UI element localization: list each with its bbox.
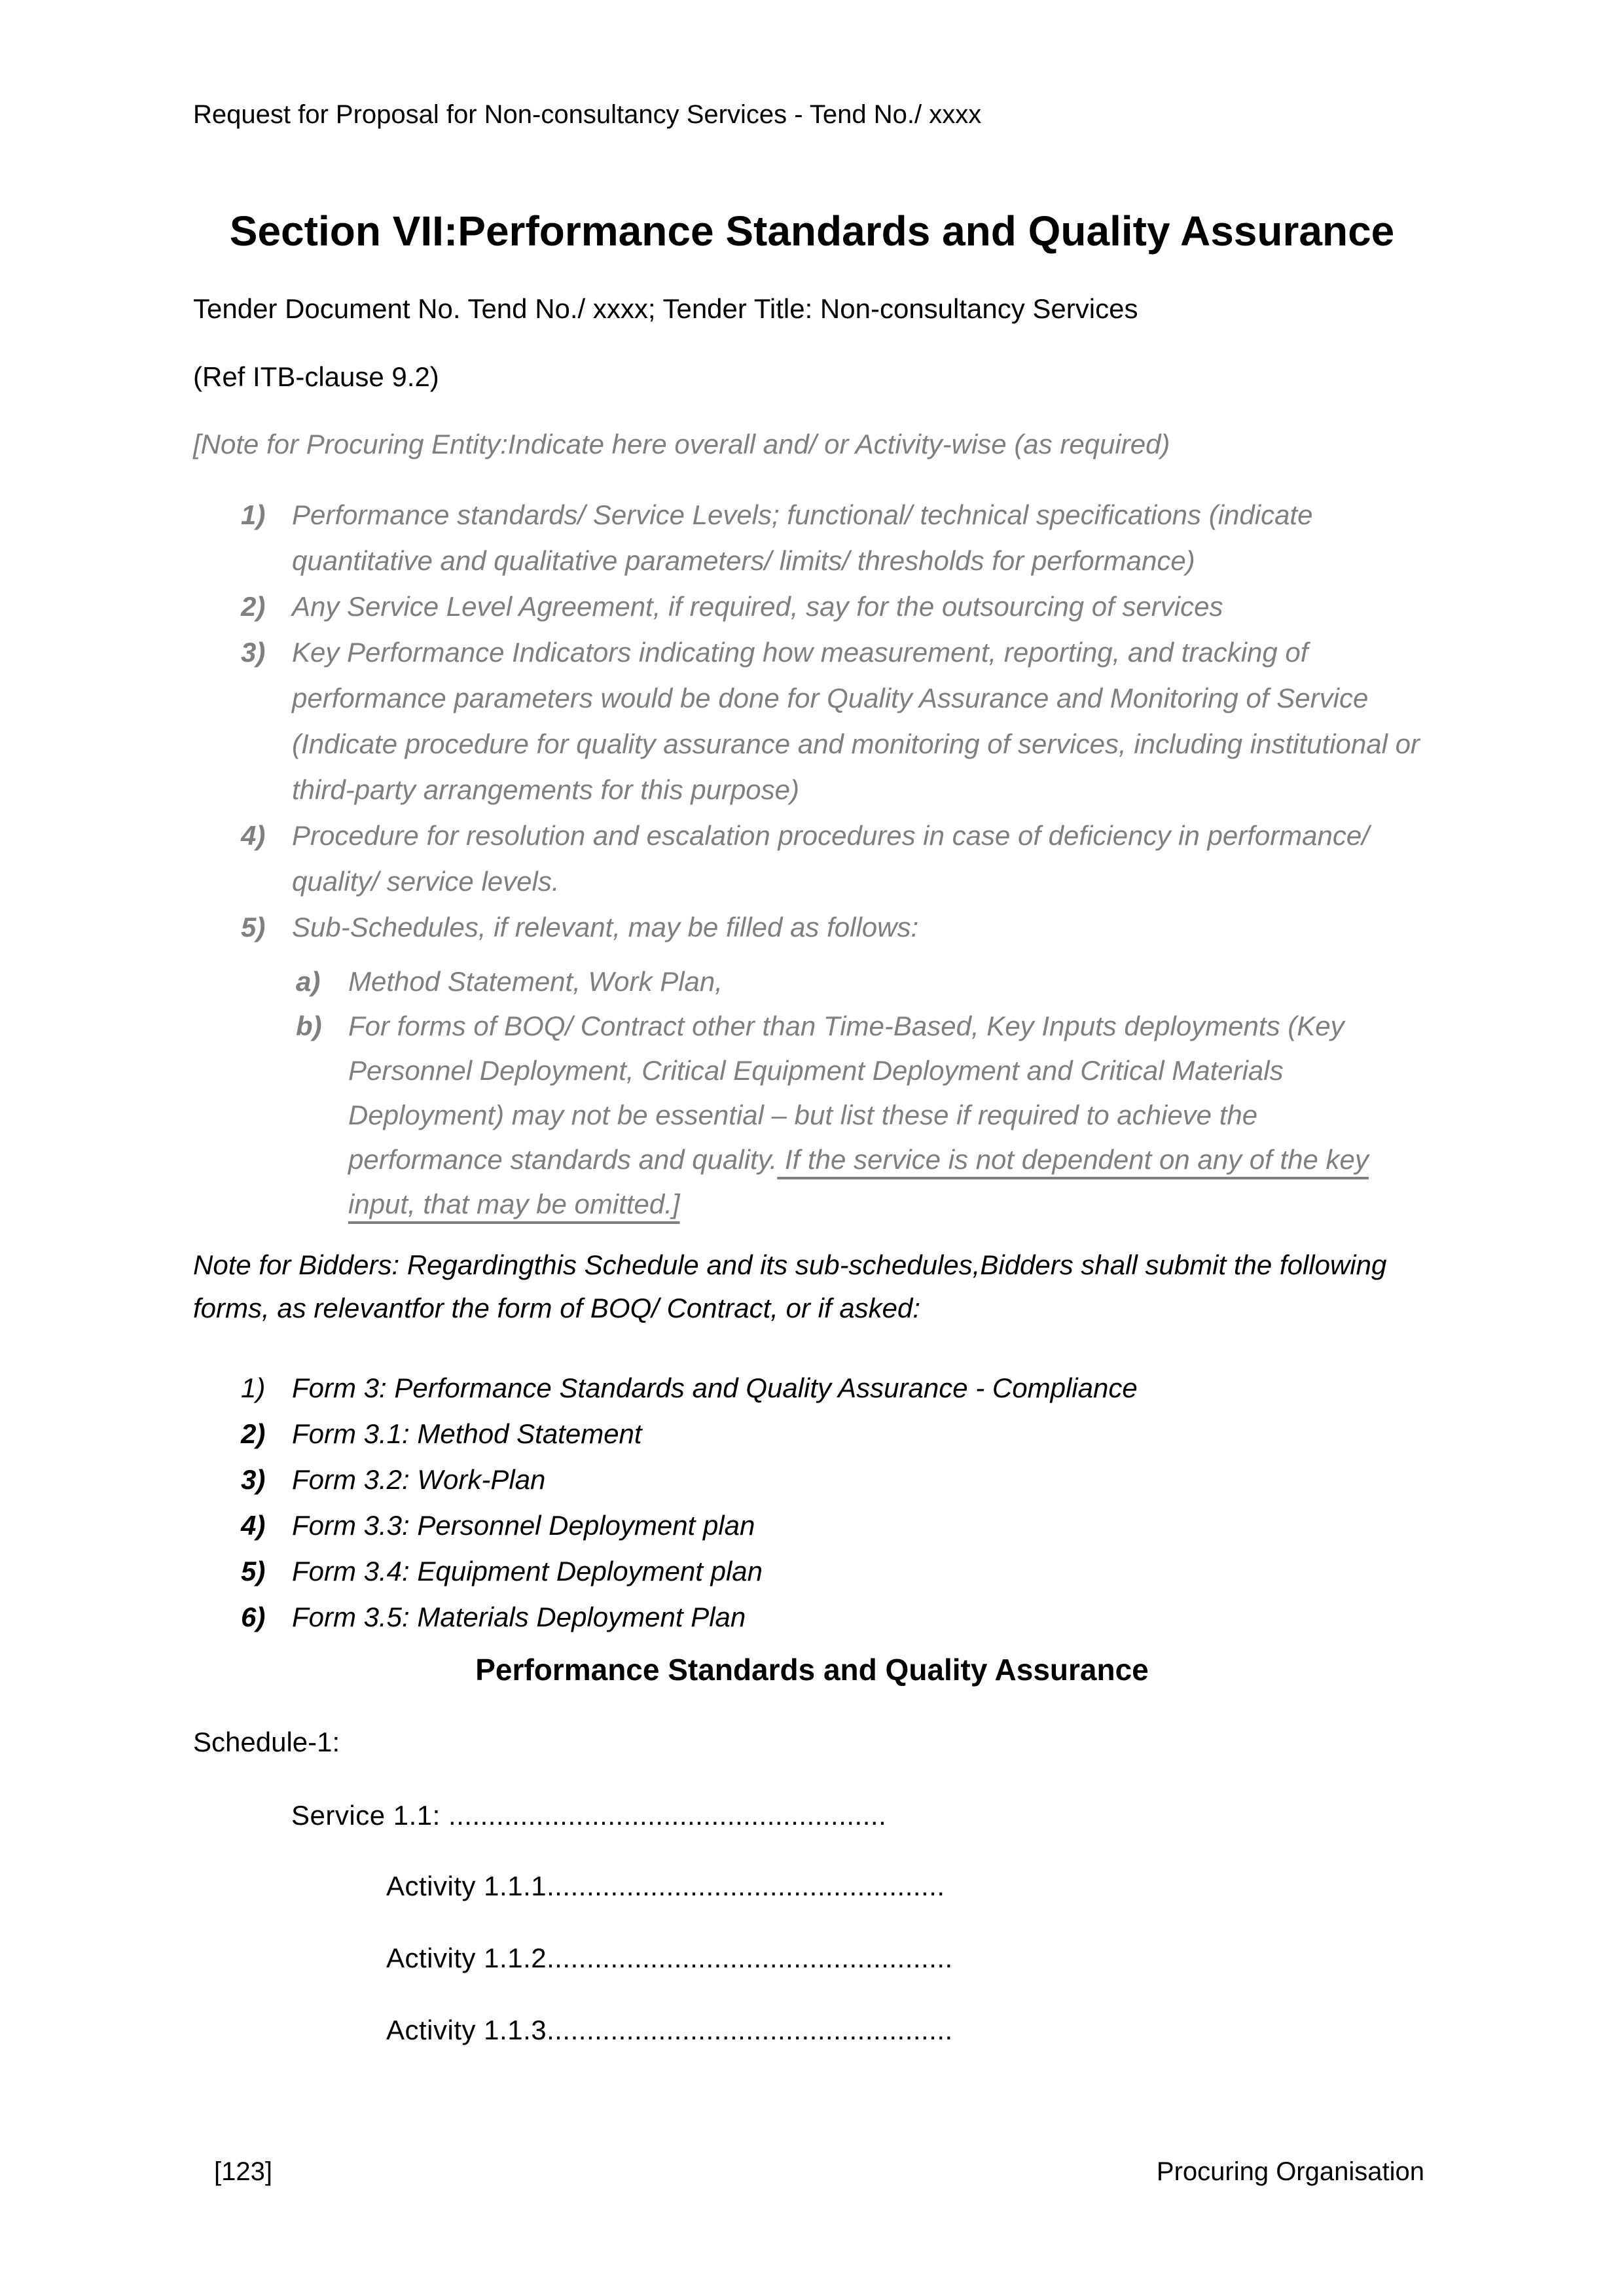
activity-line: Activity 1.1.1.................................................. <box>386 1871 945 1901</box>
form-item <box>241 1594 1419 1640</box>
form-item-marker: 6) <box>241 1602 266 1632</box>
note-item-text: Any Service Level Agreement, if required, say for the outsourcing of services <box>292 591 1223 622</box>
note-item <box>241 813 1426 905</box>
form-item-marker: 4) <box>241 1510 266 1541</box>
procuring-note-list <box>241 492 1426 950</box>
sub-item-marker: a) <box>296 966 321 997</box>
sub-schedule-list <box>296 960 1409 1227</box>
note-item <box>241 584 1426 630</box>
sub-schedule-item-a <box>296 960 1409 1004</box>
footer-organisation: Procuring Organisation <box>1156 2157 1424 2186</box>
note-item <box>241 492 1426 584</box>
bidders-note: Note for Bidders: Regardingthis Schedule and its sub-schedules,Bidders shall submit the following forms, as relevantfor the form of BOQ/ Contract, or if asked: <box>193 1249 1387 1323</box>
sub-item-text: For forms of BOQ/ Contract other than Time-Based, Key Inputs deployments (Key Personnel Deployment, Critical Equipment Deployment and Critical Materials Deployment) may not be essential – but list these if required to achieve the performance standards and quality. <box>348 1011 1344 1175</box>
note-item <box>241 905 1426 950</box>
form-item <box>241 1549 1419 1594</box>
form-item-text: Form 3.5: Materials Deployment Plan <box>292 1602 746 1632</box>
note-item-text: Key Performance Indicators indicating how measurement, reporting, and tracking of performance parameters would be done for Quality Assurance and Monitoring of Service (Indicate procedure for quality assurance and monitoring of services, including institutional or third-party arrangements for this purpose) <box>292 637 1420 805</box>
itb-reference-line: (Ref ITB-clause 9.2) <box>193 361 439 392</box>
form-item <box>241 1365 1419 1411</box>
page-number: [123] <box>214 2157 272 2186</box>
sub-item-marker: b) <box>296 1011 322 1041</box>
schedule-label: Schedule-1: <box>193 1727 340 1757</box>
note-item-text: Sub-Schedules, if relevant, may be filled as follows: <box>292 912 919 942</box>
tender-info-line: Tender Document No. Tend No./ xxxx; Tender Title: Non-consultancy Services <box>193 293 1138 324</box>
form-item-text: Form 3.4: Equipment Deployment plan <box>292 1556 763 1587</box>
form-item-text: Form 3.3: Personnel Deployment plan <box>292 1510 755 1541</box>
activity-line: Activity 1.1.3................................................... <box>386 2015 953 2045</box>
activity-line: Activity 1.1.2................................................... <box>386 1943 953 1973</box>
service-line: Service 1.1: ....................................................... <box>291 1800 887 1831</box>
form-item-marker: 3) <box>241 1464 266 1495</box>
form-item-text: Form 3.2: Work-Plan <box>292 1464 546 1495</box>
note-item-marker: 5) <box>241 912 266 942</box>
form-item <box>241 1411 1419 1457</box>
form-item-marker: 2) <box>241 1418 266 1449</box>
note-item-marker: 1) <box>241 499 266 530</box>
sub-item-underlined-text: If the service is not dependent on any of the key input, that may be omitted.] <box>348 1144 1369 1219</box>
performance-standards-heading: Performance Standards and Quality Assurance <box>475 1653 1149 1687</box>
note-item-text: Procedure for resolution and escalation procedures in case of deficiency in performance/ quality/ service levels. <box>292 820 1369 897</box>
note-item <box>241 630 1426 813</box>
note-item-marker: 2) <box>241 591 266 622</box>
procuring-entity-note: [Note for Procuring Entity:Indicate here overall and/ or Activity-wise (as required) <box>193 429 1170 459</box>
form-item <box>241 1457 1419 1503</box>
form-item-marker: 1) <box>241 1372 266 1403</box>
note-item-marker: 3) <box>241 637 266 668</box>
form-item <box>241 1503 1419 1549</box>
page-title: Section VII:Performance Standards and Quality Assurance <box>229 207 1395 255</box>
sub-item-text: Method Statement, Work Plan, <box>348 966 723 997</box>
note-item-text: Performance standards/ Service Levels; functional/ technical specifications (indicate quantitative and qualitative parameters/ limits/ thresholds for performance) <box>292 499 1313 576</box>
page-header: Request for Proposal for Non-consultancy Services - Tend No./ xxxx <box>193 100 982 129</box>
form-item-marker: 5) <box>241 1556 266 1587</box>
form-item-text: Form 3: Performance Standards and Quality Assurance - Compliance <box>292 1372 1138 1403</box>
note-item-marker: 4) <box>241 820 266 851</box>
forms-list <box>241 1365 1419 1640</box>
form-item-text: Form 3.1: Method Statement <box>292 1418 642 1449</box>
sub-schedule-item-b <box>296 1004 1409 1227</box>
